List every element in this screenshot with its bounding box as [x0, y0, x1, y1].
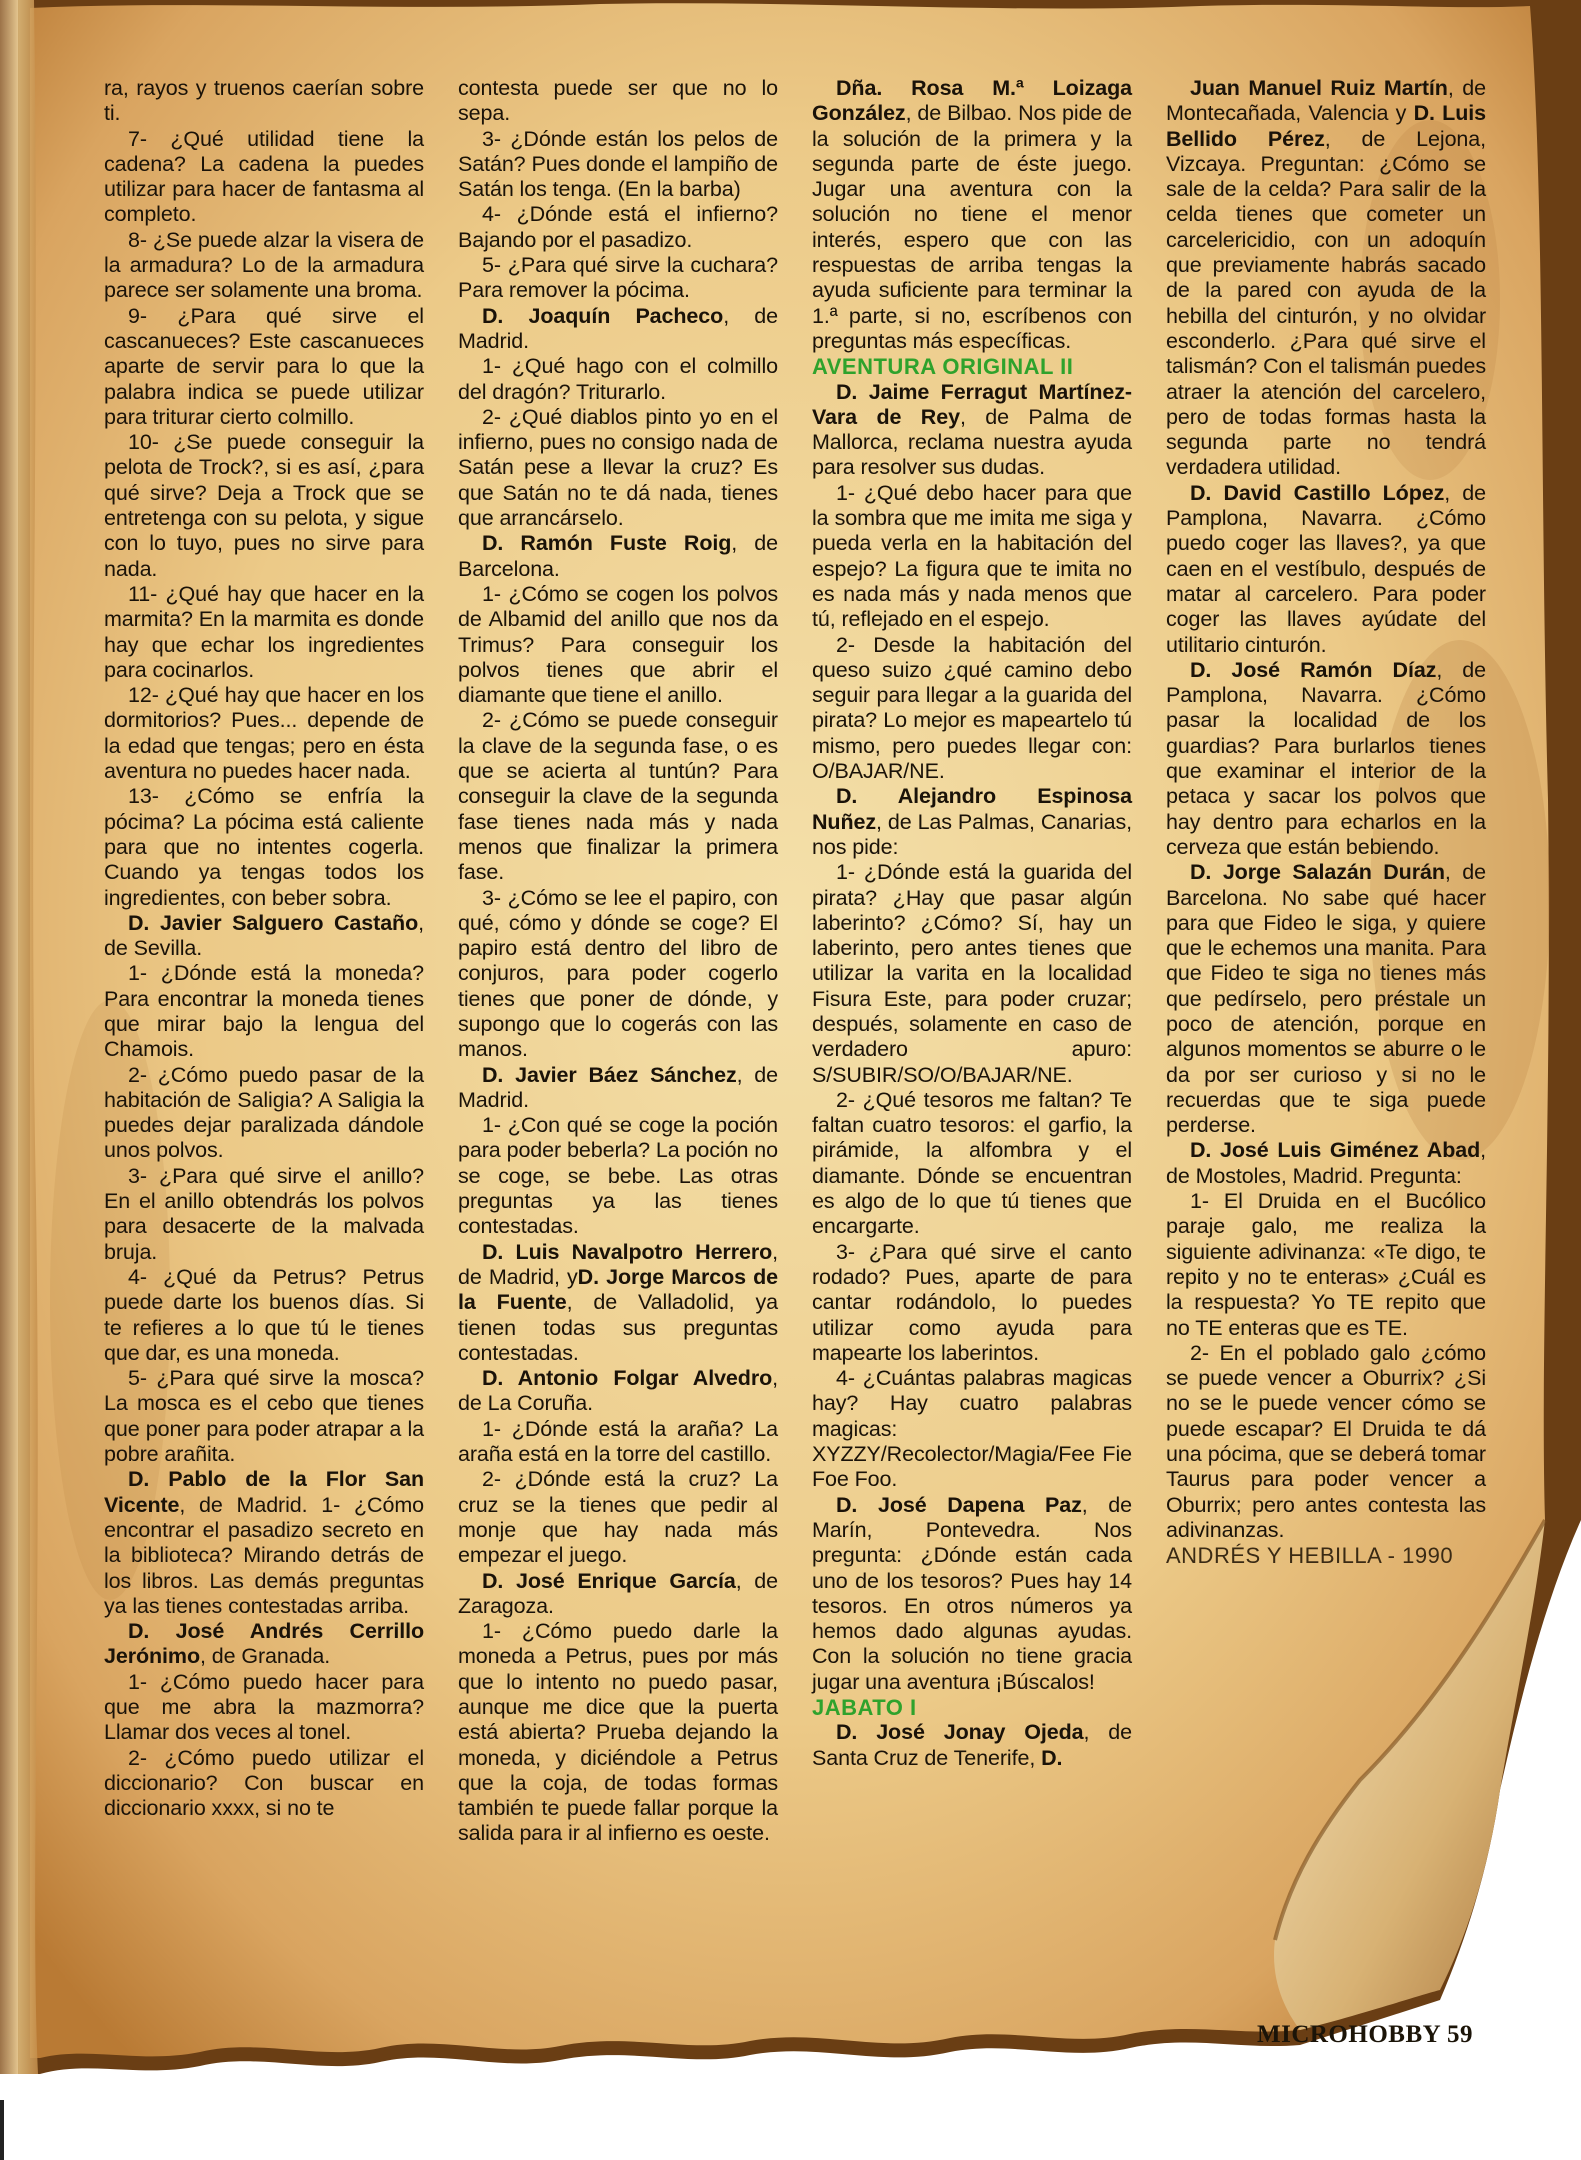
paragraph-text: 1- ¿Qué debo hacer para que la sombra que me imita me siga y pueda verla en la habitación del espejo? La figura que te imita no es nada más y nada menos que tú, reflejado en el espejo.: [812, 480, 1132, 632]
reader-name: D. Luis Navalpotro Herrero: [482, 1239, 773, 1264]
paragraph-text: , de Pamplona, Navarra. ¿Cómo puedo coger las llaves?, ya que caen en el vestíbulo, después de matar al carcelero. Para poder coger las llaves ayúdate del utilitario cinturón.: [1166, 480, 1486, 657]
answer-paragraph: [458, 708, 778, 885]
reader-name: D. David Castillo López: [1190, 480, 1445, 505]
paragraph-text: 10- ¿Se puede conseguir la pelota de Trock?, si es así, ¿para qué sirve? Deja a Trock que se entretenga con su pelota, y sigue con lo tuyo, pues no sirve para nada.: [104, 430, 424, 581]
reader-name: D. Jorge Salazán Durán: [1190, 860, 1445, 885]
answer-paragraph: [458, 354, 778, 405]
reader-name: D. Pablo de la Flor San Vicente: [104, 1467, 424, 1517]
answer-paragraph: [104, 127, 424, 228]
reader-name: Dña. Rosa M.ª Loizaga González: [812, 76, 1132, 126]
reader-name: Juan Manuel Ruiz Martín: [1190, 76, 1448, 100]
answer-paragraph: [1166, 1341, 1486, 1543]
answer-paragraph: [812, 1366, 1132, 1492]
answer-paragraph: [458, 127, 778, 203]
reader-name: D. José Ramón Díaz: [1190, 657, 1437, 682]
answer-paragraph: [104, 582, 424, 683]
paragraph-text: , de Pamplona, Navarra. ¿Cómo pasar la localidad de los guardias? Para burlarlos tienes que examinar el interior de la petaca y sacar los polvos que hay dentro para echarlos en la cerveza que están bebiendo.: [1166, 657, 1486, 859]
paragraph-text: 1- ¿Cómo puedo darle la moneda a Petrus, pues por más que lo intento no puedo pasar, aunque me dice que la puerta está abierta? Prueba dejando la moneda, y diciéndole a Petrus que la coja, de todas formas también te puede fallar porque la salida para ir al infierno es oeste.: [458, 1619, 778, 1846]
reader-name: D. Joaquín Pacheco: [482, 303, 724, 328]
reader-letter: [1166, 76, 1486, 481]
paragraph-text: , de Madrid, y: [458, 1239, 778, 1289]
reader-name: D. Jaime Ferragut Martínez-Vara de Rey: [812, 379, 1132, 429]
paragraph-text: 3- ¿Dónde están los pelos de Satán? Pues donde el lampiño de Satán los tenga. (En la barba): [458, 126, 778, 202]
answer-paragraph: [104, 228, 424, 304]
reader-letter: [812, 1720, 1132, 1771]
answer-paragraph: [458, 582, 778, 708]
reader-letter: [104, 911, 424, 962]
answer-paragraph: [104, 76, 424, 127]
paragraph-text: , de Palma de Mallorca, reclama nuestra ayuda para resolver sus dudas.: [812, 404, 1132, 480]
reader-name: D. Jorge Marcos de la Fuente: [458, 1264, 778, 1315]
paragraph-text: 8- ¿Se puede alzar la visera de la armadura? Lo de la armadura parece ser solamente una broma.: [104, 227, 424, 303]
reader-name: D. José Andrés Cerrillo Jerónimo: [104, 1619, 424, 1669]
answer-paragraph: [458, 886, 778, 1063]
reader-name: D. José Enrique García: [482, 1568, 736, 1593]
paragraph-text: , de Valladolid, ya tienen todas sus preguntas contestadas.: [458, 1290, 778, 1365]
answer-paragraph: [812, 1240, 1132, 1366]
reader-name: D. José Dapena Paz: [836, 1492, 1082, 1517]
paragraph-text: , de Montecañada, Valencia y: [1166, 76, 1487, 126]
paragraph-text: 3- ¿Cómo se lee el papiro, con qué, cómo y dónde se coge? El papiro está dentro del libro de conjuros, para poder cogerlo tienes que poner de dónde, y supongo que lo cogerás con las manos.: [458, 885, 778, 1062]
answer-paragraph: [104, 1265, 424, 1366]
reader-letter: [458, 1569, 778, 1620]
paragraph-text: 1- El Druida en el Bucólico paraje galo, me realiza la siguiente adivinanza: «Te digo, te repito y no te enteras» ¿Cuál es la respuesta? Yo TE repito que no TE enteras que es TE.: [1166, 1189, 1486, 1340]
paragraph-text: 7- ¿Qué utilidad tiene la cadena? La cadena la puedes utilizar para hacer de fantasma al completo.: [104, 126, 424, 227]
reader-name: D. Javier Salguero Castaño: [128, 910, 419, 935]
answer-paragraph: [104, 1366, 424, 1467]
paragraph-text: 2- ¿Cómo puedo pasar de la habitación de Saligia? A Saligia la puedes dejar paralizada dándole unos polvos.: [104, 1062, 424, 1163]
reader-letter: [1166, 481, 1486, 658]
reader-letter: [104, 1467, 424, 1619]
paragraph-text: 1- ¿Dónde está la guarida del pirata? ¿Hay que pasar algún laberinto? ¿Cómo? Sí, hay un laberinto, pero antes tienes que utilizar la varita en la localidad Fisura Este, para poder cruzar; después, solamente en caso de verdadero apuro: S/SUBIR/SO/O/BAJAR/NE.: [812, 860, 1132, 1087]
reader-letter: [1166, 658, 1486, 860]
answer-paragraph: [458, 202, 778, 253]
paragraph-text: 1- ¿Cómo puedo hacer para que me abra la mazmorra? Llamar dos veces al tonel.: [104, 1669, 424, 1745]
reader-letter: [458, 531, 778, 582]
reader-letter: [458, 1240, 778, 1366]
answer-paragraph: [458, 1467, 778, 1568]
paragraph-text: , de Madrid. 1- ¿Cómo encontrar el pasadizo secreto en la biblioteca? Mirando detrás de los libros. Las demás preguntas ya las tienes contestadas arriba.: [104, 1492, 424, 1618]
paragraph-text: 1- ¿Cómo se cogen los polvos de Albamid del anillo que nos da Trimus? Para conseguir los polvos tienes que abrir el diamante que tiene el anillo.: [458, 581, 778, 708]
paragraph-text: 1- ¿Dónde está la araña? La araña está en la torre del castillo.: [458, 1416, 778, 1467]
reader-letter: [458, 1063, 778, 1114]
paragraph-text: 3- ¿Para qué sirve el canto rodado? Pues, aparte de para cantar rodándolo, lo puedes utilizar como ayuda para mapearte los laberintos.: [812, 1239, 1132, 1365]
answer-paragraph: [458, 76, 778, 127]
paragraph-text: 2- ¿Qué diablos pinto yo en el infierno, pues no consigo nada de Satán pese a llevar la cruz? Es que Satán no te dá nada, tienes que arrancárselo.: [458, 404, 778, 531]
left-roll: [0, 0, 38, 2074]
paragraph-text: 1- ¿Con qué se coge la poción para poder beberla? La poción no se coge, se bebe. Las otras preguntas ya las tienes contestadas.: [458, 1113, 778, 1239]
answer-paragraph: [458, 1619, 778, 1847]
reader-letter: [812, 784, 1132, 860]
paragraph-text: 4- ¿Cuántas palabras magicas hay? Hay cuatro palabras magicas: XYZZY/Recolector/Magia/Fee Fie Foe Foo.: [812, 1366, 1132, 1492]
reader-letter: [458, 304, 778, 355]
paragraph-text: , de Zaragoza.: [458, 1568, 778, 1618]
paragraph-text: 2- ¿Cómo puedo utilizar el diccionario? Con buscar en diccionario xxxx, si no te: [104, 1745, 424, 1821]
answer-paragraph: [812, 1088, 1132, 1240]
paragraph-text: 1- ¿Qué hago con el colmillo del dragón? Triturarlo.: [458, 354, 778, 404]
reader-name: D. José Jonay Ojeda: [836, 1720, 1084, 1745]
paragraph-text: 2- ¿Qué tesoros me faltan? Te faltan cuatro tesoros: el garfio, la pirámide, la alfombra y el diamante. Dónde se encuentran es algo de lo que tú tienes que encargarte.: [812, 1087, 1132, 1239]
paragraph-text: , de Marín, Pontevedra. Nos pregunta: ¿Dónde están cada uno de los tesoros? Pues hay 14 tesoros. En otros números ya hemos dado algunas ayudas. Con la solución no tiene gracia jugar una aventura ¡Búscalos!: [812, 1492, 1132, 1694]
answer-paragraph: [104, 1670, 424, 1746]
paragraph-text: , de Madrid.: [458, 1062, 779, 1112]
paragraph-text: , de Sevilla.: [104, 910, 424, 961]
paragraph-text: 2- ¿Dónde está la cruz? La cruz se la tienes que pedir al monje que hay nada más empezar el juego.: [458, 1467, 778, 1568]
reader-letter: [812, 76, 1132, 354]
paragraph-text: , de Santa Cruz de Tenerife,: [812, 1720, 1132, 1770]
paragraph-text: ra, rayos y truenos caerían sobre ti.: [104, 76, 424, 126]
reader-letter: [812, 380, 1132, 481]
answer-paragraph: [104, 304, 424, 430]
paragraph-text: 13- ¿Cómo se enfría la pócima? La pócima está caliente para que no intentes cogerla. Cuando ya tengas todos los ingredientes, con beber sobra.: [104, 784, 424, 910]
paragraph-text: 4- ¿Dónde está el infierno? Bajando por el pasadizo.: [458, 202, 778, 252]
paragraph-text: , de Lejona, Vizcaya. Preguntan: ¿Cómo se sale de la celda? Para salir de la celda tienes que cometer un carcelericidio, con un adoquín que previamente habrás sacado de la pared con ayuda de la hebilla del cinturón, y no olvidar esconderlo. ¿Para qué sirve el talismán? Con el talismán puedes atraer la atención del carcelero, pero de todas formas hasta la segunda parte no tendrá verdadera utilidad.: [1166, 126, 1487, 480]
reader-letter: [1166, 1138, 1486, 1189]
paragraph-text: , de Granada.: [199, 1644, 331, 1669]
reader-letter: [458, 1366, 778, 1417]
paragraph-text: , de La Coruña.: [458, 1366, 778, 1416]
answer-paragraph: [104, 430, 424, 582]
answer-paragraph: [104, 1746, 424, 1822]
answer-paragraph: [104, 1063, 424, 1164]
paragraph-text: , de Barcelona. No sabe qué hacer para que Fideo le siga, y quiere que le echemos una manita. Para que Fideo te siga no tienes más que pedírselo, pero préstale un poco de atención, porque en algunos momentos se aburre o le da por ser curioso y si no le recuerdas que te siga puede perderse.: [1166, 860, 1486, 1138]
paragraph-text: 12- ¿Qué hay que hacer en los dormitorios? Pues... depende de la edad que tengas; pero en ésta aventura no puedes hacer nada.: [104, 683, 424, 784]
article-body: [104, 76, 1487, 1996]
text-column-2: [458, 76, 778, 1996]
paragraph-text: 1- ¿Dónde está la moneda? Para encontrar la moneda tienes que mirar bajo la lengua del Chamois.: [104, 961, 424, 1062]
page-folio: MICROHOBBY 59: [1257, 2021, 1473, 2048]
reader-name: D. Luis Bellido Pérez: [1166, 101, 1486, 151]
author-signature: ANDRÉS Y HEBILLA - 1990: [1166, 1543, 1454, 1569]
reader-letter: [812, 1493, 1132, 1695]
answer-paragraph: [1166, 1189, 1486, 1341]
reader-letter: [1166, 860, 1486, 1138]
paragraph-text: 2- ¿Cómo se puede conseguir la clave de la segunda fase, o es que se acierta al tuntún? Para conseguir la clave de la segunda fase tienes nada más y nada menos que finalizar la primera fase.: [458, 708, 778, 885]
reader-name: D.: [1041, 1745, 1063, 1770]
paragraph-text: 9- ¿Para qué sirve el cascanueces? Este cascanueces aparte de servir para lo que la palabra indica se puede utilizar para triturar cierto colmillo.: [104, 303, 424, 429]
answer-paragraph: [104, 1164, 424, 1265]
answer-paragraph: [458, 1417, 778, 1468]
paragraph-text: contesta puede ser que no lo sepa.: [458, 76, 778, 126]
reader-name: D. Javier Báez Sánchez: [482, 1062, 737, 1087]
reader-name: D. Alejandro Espinosa Nuñez: [812, 784, 1132, 834]
answer-paragraph: [812, 481, 1132, 633]
reader-letter: [104, 1619, 424, 1670]
answer-paragraph: [104, 784, 424, 910]
paragraph-text: 4- ¿Qué da Petrus? Petrus puede darte los buenos días. Si te refieres a lo que tú le tienes que dar, es una moneda.: [104, 1264, 424, 1365]
section-heading: JABATO I: [812, 1695, 917, 1720]
reader-name: D. José Luis Giménez Abad: [1190, 1138, 1481, 1163]
text-column-4: [1166, 76, 1486, 1996]
answer-paragraph: [458, 405, 778, 531]
paragraph-text: 5- ¿Para qué sirve la cuchara? Para remover la pócima.: [458, 253, 778, 303]
paragraph-text: 2- Desde la habitación del queso suizo ¿qué camino debo seguir para llegar a la guarida del pirata? Lo mejor es mapeartelo tú mismo, pero puedes llegar con: O/BAJAR/NE.: [812, 632, 1132, 784]
answer-paragraph: [104, 961, 424, 1062]
paragraph-text: , de Madrid.: [458, 303, 778, 353]
section-heading: AVENTURA ORIGINAL II: [812, 354, 1074, 380]
reader-name: D. Antonio Folgar Alvedro: [482, 1366, 773, 1391]
reader-name: D. Ramón Fuste Roig: [482, 531, 732, 556]
paragraph-text: , de Bilbao. Nos pide de la solución de la primera y la segunda parte de éste juego. Jugar una aventura con la solución no tiene el menor interés, espero que con las respuestas de arriba tengas la ayuda suficiente para terminar la 1.ª parte, si no, escríbenos con preguntas más específicas.: [812, 101, 1132, 353]
text-column-1: [104, 76, 424, 1996]
answer-paragraph: [458, 253, 778, 304]
paragraph-text: 3- ¿Para qué sirve el anillo? En el anillo obtendrás los polvos para desacerte de la malvada bruja.: [104, 1163, 424, 1264]
text-column-3: [812, 76, 1132, 1996]
paragraph-text: , de Mostoles, Madrid. Pregunta:: [1166, 1138, 1486, 1188]
answer-paragraph: [458, 1113, 778, 1239]
answer-paragraph: [812, 633, 1132, 785]
answer-paragraph: [812, 860, 1132, 1088]
paragraph-text: 2- En el poblado galo ¿cómo se puede vencer a Oburrix? ¿Si no se le puede vencer cómo se puede escapar? El Druida te dá una pócima, que se deberá tomar Taurus para poder vencer a Oburrix; pero antes contesta las adivinanzas.: [1166, 1340, 1486, 1542]
answer-paragraph: [104, 683, 424, 784]
paragraph-text: , de Barcelona.: [458, 531, 779, 581]
paragraph-text: , de Las Palmas, Canarias, nos pide:: [812, 809, 1132, 859]
paragraph-text: 11- ¿Qué hay que hacer en la marmita? En la marmita es donde hay que echar los ingredientes para cocinarlos.: [104, 581, 424, 682]
paragraph-text: 5- ¿Para qué sirve la mosca? La mosca es el cebo que tienes que poner para poder atrapar a la pobre arañita.: [104, 1366, 424, 1467]
